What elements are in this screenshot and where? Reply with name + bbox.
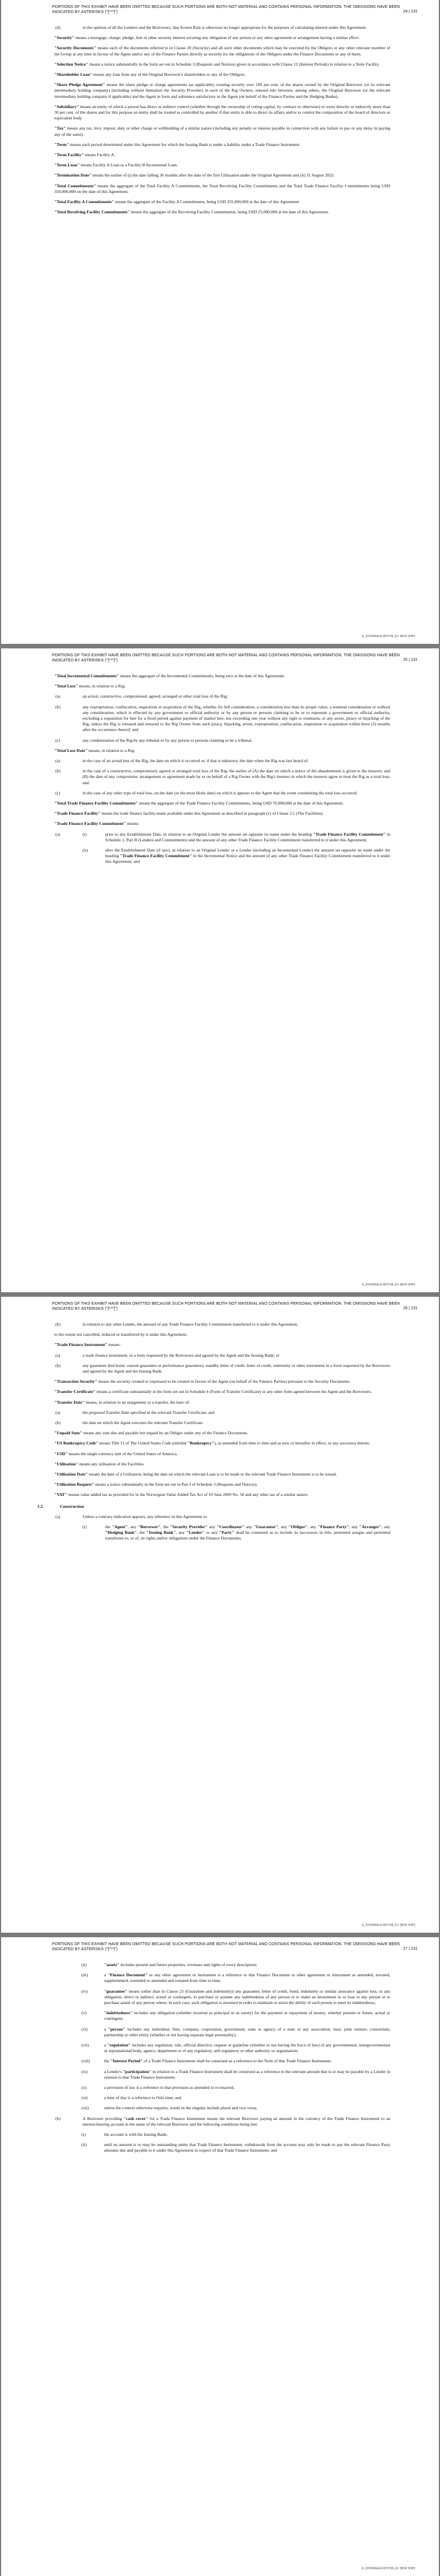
sub-item-text: unless the context otherwise requires, words in the singular include plural and vice versa. bbox=[104, 2105, 257, 2111]
sub-item bbox=[83, 848, 390, 865]
sub-item-label: (vi) bbox=[81, 2026, 88, 2032]
item-label: (a) bbox=[55, 758, 61, 764]
list-item bbox=[54, 2116, 390, 2127]
definition-term-loan: "Term Loan" means Facility A Loan or a Facility B Incremental Loan. bbox=[54, 162, 178, 168]
definition-share-pledge: "Share Pledge Agreement" means the share pledge or charge agreements (as applicable) creating security over 100 per cent. of the shares owned by the Original Borrower (or its relevant intermediary holding company) (including without limitation the Security Provider) in each of the Rig Owners, entered into between, among others, the Original Borrower (or the relevant intermediary holding company if applicable) and the Agent in form and substance satisfactory to the Agent (on behalf of the Finance Parties and the Hedging Banks). bbox=[54, 82, 390, 99]
sub-item-label: (ii) bbox=[83, 848, 88, 853]
footer-code: [L_INTERNAL]#1870728_EV: [BOR SHIP] bbox=[361, 1283, 415, 1287]
sub-item-text: the "Agent", any "Borrower", the "Security Provider" any "Coordinator" any "Guarantor", any "Obligor", any "Finance Party", any "Arranger", any "Hedging Bank", the "Issuing Bank", any "Lender" or any "Party" shall be construed as to include its successors in title, permitted assigns and permitted transferees to, or of, its rights and/or obligations under the Finance Documents; bbox=[105, 1524, 390, 1541]
sub-item bbox=[81, 2042, 390, 2054]
definition-security: "Security" means a mortgage, charge, pledge, lien or other security interest securing any obligation of any person or any other agreement or arrangement having a similar effect. bbox=[54, 35, 360, 41]
item-text: any condemnation of the Rig by any tribunal or by any person or persons claiming to be a tribunal. bbox=[83, 737, 253, 743]
sub-item bbox=[81, 2132, 390, 2138]
item-text: in the case of any other type of total loss, on the date (or the most likely date) on which it appears to the Agent that the event constituting the total loss occurred. bbox=[83, 790, 358, 795]
document-page-24 bbox=[1, 0, 439, 644]
definition-transaction-security: "Transaction Security" means the security created or expressed to be created in favour of the Agent (on behalf of the Finance Parties) pursuant to the Security Documents. bbox=[54, 1379, 351, 1384]
confidentiality-header: PORTIONS OF THIS EXHIBIT HAVE BEEN OMITTED BECAUSE SUCH PORTIONS ARE BOTH NOT MATERIAL AND CONTAINS PERSONAL INFORMATION. THE OMISSIONS HAVE BEEN INDICATED BY ASTERISKS ("[***]") bbox=[52, 653, 400, 663]
item-text: the proposed Transfer Date specified in the relevant Transfer Certificate; and bbox=[83, 1409, 215, 1415]
definition-tax: "Tax" means any tax, levy, impost, duty or other charge or withholding of a similar nature (including any penalty or interest payable in connection with any failure to pay or any delay in paying any of the same). bbox=[54, 126, 390, 137]
sub-item-label: (i) bbox=[81, 2132, 86, 2138]
sub-item bbox=[81, 1989, 390, 2006]
sub-item bbox=[81, 2105, 390, 2111]
definition-transfer-certificate: "Transfer Certificate" means a certificate substantially in the form set out in Schedule 4 (Form of Transfer Certificate) or any other form agreed between the Agent and the Borrowers. bbox=[54, 1389, 372, 1395]
page-number: 26 | 131 bbox=[403, 1306, 417, 1310]
definition-total-loss: "Total Loss" means, in relation to a Rig: bbox=[54, 683, 126, 689]
sub-item-label: (v) bbox=[81, 2010, 87, 2016]
list-item bbox=[54, 694, 390, 699]
definition-security-documents: "Security Documents" means each of the documents referred to in Clause 20 (Security) and all such other documents which may be executed by the Obligors or any other relevant member of the Group at any time in favour of the Agent and/or any of the Finance Parties directly as security for the obligations of the Obligors under the Finance Documents or any of them. bbox=[54, 45, 390, 57]
page-content bbox=[54, 673, 390, 874]
definition-total-loss-date: "Total Loss Date" means, in relation to a Rig: bbox=[54, 747, 135, 753]
definition-us-bankruptcy: "US Bankruptcy Code" means Title 11 of The United States Code (entitled "Bankruptcy"), as amended from time to time and as now or hereafter in effect, or any successor thereto. bbox=[54, 1440, 370, 1446]
definition-utilisation-date: "Utilisation Date" means the date of a Utilisation, being the date on which the relevant Loan is to be made or the relevant Trade Finance Instrument is to be issued. bbox=[54, 1472, 337, 1477]
confidentiality-header: PORTIONS OF THIS EXHIBIT HAVE BEEN OMITTED BECAUSE SUCH PORTIONS ARE BOTH NOT MATERIAL AND CONTAINS PERSONAL INFORMATION. THE OMISSIONS HAVE BEEN INDICATED BY ASTERISKS ("[***]") bbox=[52, 1942, 400, 1951]
list-item bbox=[54, 1353, 390, 1358]
item-text: in the case of an actual loss of the Rig, the date on which it occurred or, if that is unknown, the date when the Rig was last heard of; bbox=[83, 758, 309, 764]
page-content bbox=[54, 1962, 390, 2158]
sub-item bbox=[83, 832, 390, 843]
item-text: a trade finance instrument, in a form requested by the Borrowers and agreed by the Agent and the Issuing Bank; or bbox=[83, 1352, 280, 1358]
sub-item-label: (xi) bbox=[81, 2095, 88, 2101]
sub-item-text: the "Interest Period" of a Trade Finance Instrument shall be construed as a reference to the Term of that Trade Finance Instrument; bbox=[104, 2058, 332, 2064]
sub-item bbox=[81, 2095, 390, 2101]
sub-item-label: (vii) bbox=[81, 2042, 89, 2048]
section-number: 1.2 bbox=[37, 1503, 43, 1509]
list-item bbox=[54, 25, 390, 31]
sub-item bbox=[83, 1524, 390, 1542]
definition-vat: "VAT" means value added tax as provided for in the Norwegian Value Added Tax Act of 19 June 2009 No. 58 and any other tax of a similar nature. bbox=[54, 1492, 309, 1498]
list-item bbox=[54, 790, 390, 796]
definition-total-revolving: "Total Revolving Facility Commitments" means the aggregate of the Revolving Facility Commitments, being USD 25,000,000 at the date of this Agreement. bbox=[54, 209, 329, 215]
item-text: an actual, constructive, compromised, agreed, arranged or other total loss of the Rig; bbox=[83, 694, 228, 699]
page-content bbox=[37, 1322, 390, 1551]
item-text: any guarantee (bid bond, custom guarantee or performance guarantee), standby letter of credit, letter of credit, indemnity or other instrument in a form requested by the Borrowers and agreed by the Agent and the Issuing Bank. bbox=[83, 1362, 390, 1374]
definition-total-commitments: "Total Commitments" means the aggregate of the Total Facility A Commitments, the Total Revolving Facility Commitments and the Total Trade Finance Facility Commitments being USD 350,000,000 on the date of this Agreement. bbox=[54, 183, 390, 194]
definition-total-incremental: "Total Incremental Commitments" means the aggregate of the Incremental Commitments, being zero at the date of this Agreement. bbox=[54, 673, 285, 678]
item-label: (b) bbox=[55, 704, 61, 709]
item-label: (a) bbox=[55, 1409, 61, 1415]
page-number: 24 | 131 bbox=[403, 10, 417, 14]
definition-shareholder-loan: "Shareholder Loan" means any loan from any of the Original Borrower's shareholders to any of the Obligors. bbox=[54, 72, 246, 78]
definition-tfi: "Trade Finance Instrument" means: bbox=[54, 1342, 121, 1348]
list-item bbox=[54, 738, 390, 743]
list-item bbox=[54, 768, 390, 786]
item-text bbox=[83, 832, 390, 870]
sub-item bbox=[81, 1972, 390, 1984]
sub-item-label: (ii) bbox=[81, 1962, 87, 1967]
sub-item bbox=[81, 1962, 390, 1968]
item-label: (b) bbox=[55, 2115, 61, 2121]
sub-item bbox=[81, 2142, 390, 2153]
item-label: (a) bbox=[55, 694, 61, 699]
sub-item-text: "indebtedness" includes any obligation (whether incurred as principal or as surety) for the payment or repayment of money, whether present or future, actual or contingent; bbox=[104, 2010, 390, 2022]
sub-item-label: (viii) bbox=[81, 2058, 90, 2064]
definition-term: "Term" means each period determined under this Agreement for which the Issuing Bank is under a liability under a Trade Finance Instrument. bbox=[54, 141, 300, 147]
list-item bbox=[54, 1363, 390, 1374]
sub-item-text: prior to any Establishment Date, in relation to an Original Lender the amount set opposite its name under the heading "Trade Finance Facility Commitment" in Schedule 1, Part B (Lenders and Commitments) and the amount of any other Trade Finance Facility Commitment transferred to it under this Agreement; bbox=[105, 831, 390, 842]
document-page-27 bbox=[1, 1937, 439, 2576]
list-item bbox=[54, 832, 390, 870]
document-page-25 bbox=[1, 648, 439, 1292]
item-text: in relation to any other Lender, the amount of any Trade Finance Facility Commitment transferred to it under this Agreement, bbox=[83, 1322, 299, 1327]
definition-tff: "Trade Finance Facility" means the trade finance facility made available under this Agreement as described in paragraph (c) of Clause 2.1 (The Facilities). bbox=[54, 811, 323, 816]
sub-item-label: (iv) bbox=[81, 1988, 88, 1994]
sub-item bbox=[81, 2010, 390, 2022]
list-item bbox=[54, 1322, 390, 1327]
sub-item-label: (x) bbox=[81, 2085, 87, 2091]
item-text bbox=[83, 1514, 390, 1546]
item-label: (b) bbox=[55, 1362, 61, 1368]
definition-total-facility-a: "Total Facility A Commitments" means the aggregate of the Facility A Commitments, being USD 255,000,000 at the date of this Agreement. bbox=[54, 199, 300, 205]
continuation-text: to the extent not cancelled, reduced or transferred by it under this Agreement. bbox=[54, 1332, 188, 1338]
sub-item-text: a "regulation" includes any regulation, rule, official directive, request or guideline (whether or not having the force of law) of any governmental, intergovernmental or supranational body, agency, department or of any regulatory, self-regulatory or other authority or organisation; bbox=[104, 2042, 390, 2054]
item-label: (a) bbox=[55, 1513, 61, 1519]
list-item bbox=[54, 1420, 390, 1426]
sub-item-text: a "person" includes any individual, firm, company, corporation, government, state or agency of a state or any association, trust, joint venture, consortium, partnership or other entity (whether or not having separate legal personality); bbox=[104, 2026, 390, 2037]
confidentiality-header: PORTIONS OF THIS EXHIBIT HAVE BEEN OMITTED BECAUSE SUCH PORTIONS ARE BOTH NOT MATERIAL AND CONTAINS PERSONAL INFORMATION. THE OMISSIONS HAVE BEEN INDICATED BY ASTERISKS ("[***]") bbox=[52, 5, 400, 14]
item-label: (b) bbox=[55, 768, 61, 774]
sub-item-label: (i) bbox=[83, 1524, 87, 1530]
item-text: A Borrower providing "cash cover" for a Trade Finance Instrument means the relevant Borrower paying an amount in the currency of the Trade Finance Instrument to an interest-bearing account in the name of the relevant Borrower and the following conditions being met: bbox=[83, 2115, 391, 2127]
definition-subsidiary: "Subsidiary" means an entity of which a person has direct or indirect control (whether through the ownership of voting capital, by contract or otherwise) or owns directly or indirectly more than 50 per cent. of the shares and for this purpose an entity shall be treated as controlled by another if that entity is able to direct its affairs and/or to control the composition of the board of directors or equivalent body. bbox=[54, 104, 390, 121]
list-item bbox=[54, 1514, 390, 1546]
definition-selection-notice: "Selection Notice" means a notice substantially in the form set out in Schedule 3 (Requests and Notices) given in accordance with Clause 12 (Interest Periods) in relation to a Term Facility. bbox=[54, 61, 380, 67]
item-label: (a) bbox=[55, 831, 61, 837]
sub-item-text: "assets" includes present and future properties, revenues and rights of every description; bbox=[104, 1962, 257, 1967]
definition-total-tff: "Total Trade Finance Facility Commitments" means the aggregate of the Trade Finance Facility Commitments, being USD 70,000,000 at the date of this Agreement. bbox=[54, 801, 344, 806]
sub-item-text: a "Finance Document" or any other agreement or instrument is a reference to that Finance Document or other agreement or instrument as amended, novated, supplemented, extended or amended and restated from time to time; bbox=[104, 1972, 391, 1984]
footer-code: [L_INTERNAL]#1870728_EV: [BOR SHIP] bbox=[361, 1924, 415, 1927]
item-label: (c) bbox=[55, 790, 61, 795]
sub-item-label: (i) bbox=[83, 831, 87, 837]
sub-item-text: a Lender's "participation" in relation to a Trade Finance Instrument shall be construed as a reference to the relevant amount that is or may be payable by a Lender in relation to that Trade Finance Instrument; bbox=[104, 2068, 390, 2080]
item-label: (c) bbox=[55, 737, 61, 743]
page-number: 27 | 131 bbox=[403, 1947, 417, 1951]
list-item bbox=[54, 758, 390, 764]
item-intro: Unless a contrary indication appears, any reference in this Agreement to: bbox=[83, 1513, 208, 1519]
page-number: 25 | 131 bbox=[403, 658, 417, 662]
sub-item bbox=[81, 2027, 390, 2038]
definition-utilisation: "Utilisation" means any utilisation of the Facilities. bbox=[54, 1461, 145, 1467]
footer-code: [L_INTERNAL]#1870728_EV: [BOR SHIP] bbox=[361, 635, 415, 638]
confidentiality-header: PORTIONS OF THIS EXHIBIT HAVE BEEN OMITTED BECAUSE SUCH PORTIONS ARE BOTH NOT MATERIAL AND CONTAINS PERSONAL INFORMATION. THE OMISSIONS HAVE BEEN INDICATED BY ASTERISKS ("[***]") bbox=[52, 1302, 400, 1311]
sub-item bbox=[81, 2058, 390, 2064]
item-label: (b) bbox=[55, 1322, 61, 1327]
definition-unpaid-sum: "Unpaid Sum" means any sum due and payable but unpaid by an Obligor under any of the Finance Documents. bbox=[54, 1430, 249, 1436]
item-text: in the case of a constructive, compromised, agreed or arranged total loss of the Rig, the earlier of (A) the date on which a notice of the abandonment is given to the insurers; and (B) the date of any compromise, arrangement or agreement made by or on behalf of a Rig Owner with the Rig's insurers in which the insurers agree to treat the Rig as a total loss; and bbox=[83, 768, 390, 785]
item-label: (b) bbox=[55, 1420, 61, 1426]
sub-item-text: until no amount is or may be outstanding under that Trade Finance Instrument, withdrawals from the account may only be made to pay the relevant Finance Party amounts due and payable to it under this Agreement in respect of that Trade Finance Instrument; and bbox=[104, 2142, 390, 2153]
item-text: the date on which the Agent executes the relevant Transfer Certificate. bbox=[83, 1420, 204, 1426]
definition-usd: "USD" means the single currency unit of the United States of America. bbox=[54, 1451, 178, 1456]
definition-tffc: "Trade Finance Facility Commitment" means: bbox=[54, 821, 140, 827]
sub-item bbox=[81, 2069, 390, 2080]
item-text: any expropriation, confiscation, requisition or acquisition of the Rig, whether for full consideration, a consideration less than its proper value, a nominal consideration or without any consideration, which is effected by any government or official authority or by any person or persons claiming to be or to represent a government or official authority, excluding a requisition for hire for a fixed period against payment of market hire, not exceeding one year without any right to extension, or any arrest, piracy or hijacking of the Rig, unless the Rig is released and restored to the Rig Owner from such piracy, hijacking, arrest, expropriation, confiscation, requisition or acquisition within three (3) months after the occurrence thereof; and bbox=[83, 704, 390, 733]
definition-term-facility: "Term Facility" means Facility A. bbox=[54, 152, 115, 158]
list-item bbox=[54, 704, 390, 733]
item-label: (a) bbox=[55, 1352, 61, 1358]
definition-transfer-date: "Transfer Date" means, in relation to an assignment or a transfer, the later of: bbox=[54, 1399, 190, 1405]
sub-item-text: "guarantee" means (other than in Clause 21 (Guarantee and indemnity)) any guarantee, letter of credit, bond, indemnity or similar assurance against loss, or any obligation, direct or indirect, actual or contingent, to purchase or assume any indebtedness of any person or to make an investment in or loan to any person or to purchase assets of any person where, in each case, such obligation is assumed in order to maintain or assist the ability of such person to meet its indebtedness; bbox=[104, 1988, 390, 2006]
sub-item-label: (ii) bbox=[81, 2142, 87, 2148]
list-item bbox=[54, 1410, 390, 1416]
sub-item-text: the account is with the Issuing Bank; bbox=[104, 2132, 168, 2138]
sub-item bbox=[81, 2085, 390, 2091]
item-label: (d) bbox=[55, 25, 61, 30]
sub-item-text: after the Establishment Date (if any), in relation to an Original Lender or a Lender (including an Incremental Lender) the amount set opposite its name under the heading "Trade Finance Facility Commitment" in the Incremental Notice and the amount of any other Trade Finance Facility Commitment transferred to it under this Agreement; and bbox=[105, 848, 391, 865]
sub-item-label: (ix) bbox=[81, 2068, 88, 2074]
section-title: Construction bbox=[60, 1503, 84, 1509]
section-heading bbox=[37, 1504, 390, 1510]
sub-item-text: a time of day is a reference to Oslo time; and bbox=[104, 2095, 182, 2101]
footer-code: [L_INTERNAL]#1870728_EV: [BOR SHIP] bbox=[361, 2567, 415, 2570]
definition-termination-date: "Termination Date" means the earlier of (i) the date falling 36 months after the date of the first Utilisation under the Original Agreement and (ii) 31 August 2022. bbox=[54, 173, 335, 178]
definition-utilisation-request: "Utilisation Request" means a notice substantially in the form set out in Part I of Schedule 3 (Requests and Notices). bbox=[54, 1482, 258, 1487]
document-page-26 bbox=[1, 1297, 439, 1933]
page-content bbox=[54, 25, 390, 220]
sub-item-label: (iii) bbox=[81, 1972, 88, 1978]
sub-item-label: (xii) bbox=[81, 2105, 89, 2111]
item-text: in the opinion of all the Lenders and the Borrowers, that Screen Rate is otherwise no longer appropriate for the purposes of calculating interest under this Agreement. bbox=[83, 25, 367, 30]
sub-item-text: a provision of law is a reference to that provision as amended or re-enacted; bbox=[104, 2085, 235, 2091]
